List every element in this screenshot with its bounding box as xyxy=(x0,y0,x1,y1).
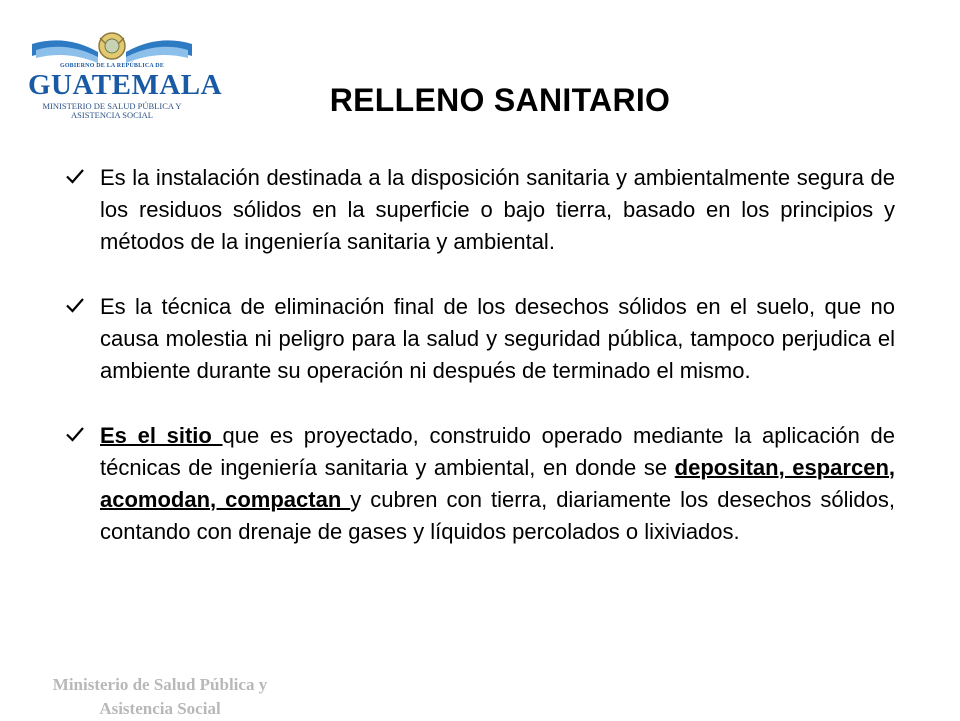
logo-ministry-line1: MINISTERIO DE SALUD PÚBLICA Y xyxy=(42,101,182,111)
bullet-text: Es la instalación destinada a la disposición sanitaria y ambientalmente segura de los residuos sólidos en la superficie o bajo tierra, basado en los principios y métodos de la ingeniería sanitaria y ambiental. xyxy=(100,165,895,254)
underlined-phrase-sitio: Es el sitio xyxy=(100,423,223,448)
bullet-list xyxy=(65,162,895,581)
underlined-phrase-actions: depositan, esparcen, acomodan, compactan xyxy=(100,455,896,512)
slide-title: RELLENO SANITARIO xyxy=(329,82,671,118)
checkmark-icon xyxy=(65,168,85,184)
footer-line2: Asistencia Social xyxy=(99,699,221,718)
logo-ministry-line2: ASISTENCIA SOCIAL xyxy=(71,110,153,120)
bullet-text xyxy=(100,420,895,548)
footer-ministry xyxy=(10,673,310,721)
bullet-item-3 xyxy=(65,420,895,548)
logo-country-name: GUATEMALA xyxy=(28,69,223,101)
bullet-text: Es la técnica de eliminación final de los desechos sólidos en el suelo, que no causa molestia ni peligro para la salud y seguridad pública, tampoco perjudica el ambiente durante su operación ni después de terminado el mismo. xyxy=(100,294,895,383)
checkmark-icon xyxy=(65,297,85,313)
bullet-text-segment: que es proyectado, construido operado mediante la aplicación de técnicas de ingeniería sanitaria y ambiental, en donde se xyxy=(100,423,895,480)
footer-line1: Ministerio de Salud Pública y xyxy=(52,675,268,694)
logo-government-line: GOBIERNO DE LA REPÚBLICA DE xyxy=(59,63,165,69)
bullet-text-segment: y cubren con tierra, diariamente los desechos sólidos, contando con drenaje de gases y líquidos percolados o lixiviados. xyxy=(100,487,895,544)
bullet-item-2 xyxy=(65,291,895,387)
bullet-item-1 xyxy=(65,162,895,258)
checkmark-icon xyxy=(65,426,85,442)
